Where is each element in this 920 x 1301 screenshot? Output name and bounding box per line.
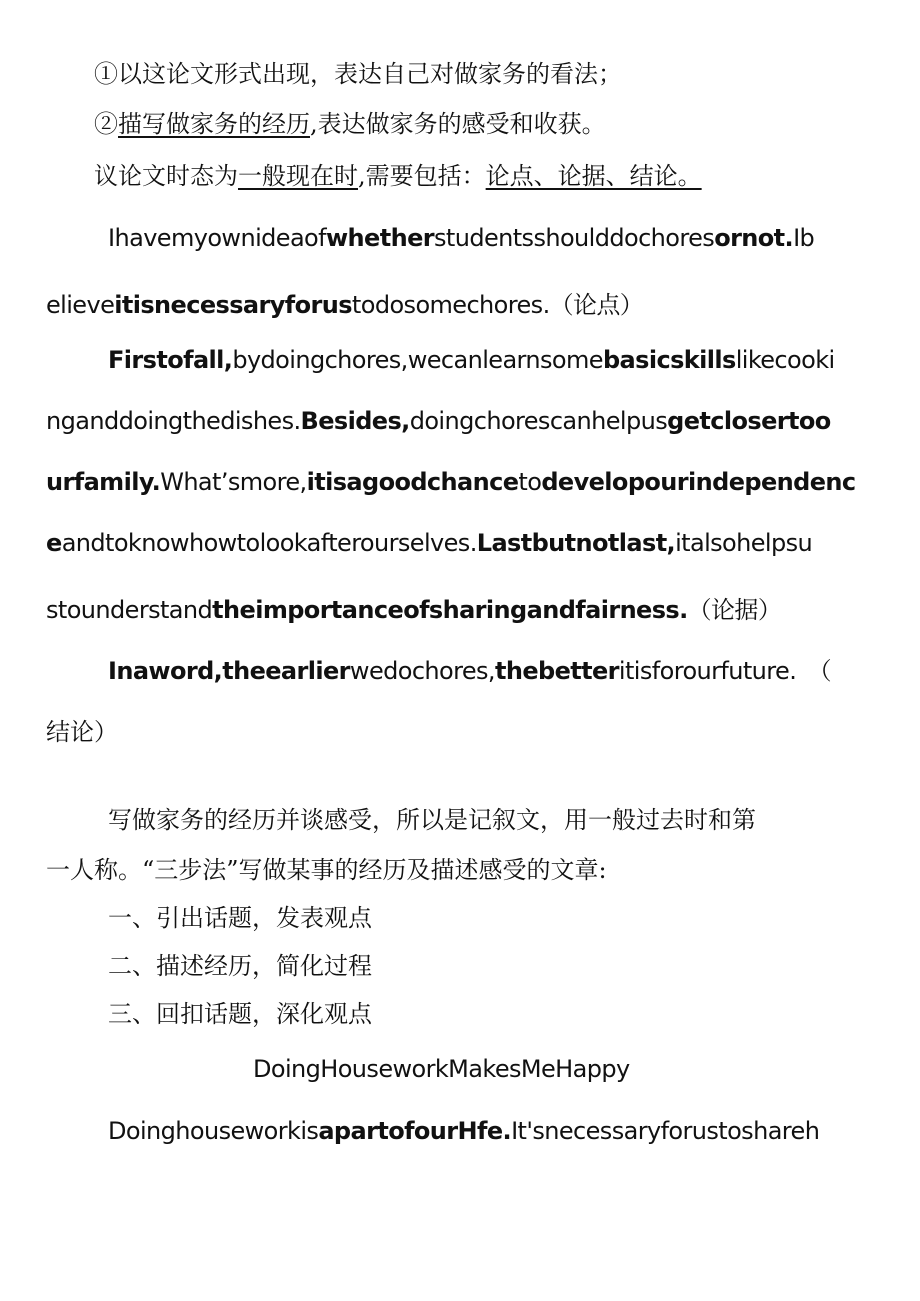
bold-run: Inaword,theearlier: [108, 657, 350, 685]
bold-run: thebetter: [494, 657, 619, 685]
bold-run: getclosertoo: [667, 407, 831, 435]
essay1-p1-line-2: [46, 285, 643, 320]
intro-line-2-underlined: 描写做家务的经历: [118, 110, 310, 138]
essay1-p2-line-3: [46, 468, 856, 496]
bold-run: Besides,: [300, 407, 410, 435]
guide-line-2: 一人称。“三步法”写做某事的经历及描述感受的文章:: [46, 856, 607, 884]
bold-run: e: [46, 529, 62, 557]
intro-line-3-underlined-1: 一般现在时: [238, 162, 358, 190]
text-run: Ib: [793, 224, 815, 252]
text-run: 结论）: [46, 718, 118, 746]
text-run: nganddoingthedishes.: [46, 407, 301, 435]
essay2-title: DoingHouseworkMakesMeHappy: [253, 1055, 630, 1083]
intro-line-3: [94, 156, 702, 191]
essay1-p2-line-4: [46, 529, 812, 557]
text-run: What’smore,: [160, 468, 307, 496]
text-run: It'snecessaryforustoshareh: [511, 1117, 820, 1145]
guide-line-1: 写做家务的经历并谈感受，所以是记叙文，用一般过去时和第: [108, 806, 756, 834]
essay1-p3-line-1: [108, 651, 831, 686]
bold-run: urfamily.: [46, 468, 161, 496]
essay1-p2-line-5: [46, 590, 781, 625]
intro-line-1: ①以这论文形式出现，表达自己对做家务的看法；: [94, 60, 622, 88]
bold-run: ornot.: [714, 224, 794, 252]
intro-line-3-underlined-2: 论点、论据、结论。: [485, 162, 702, 190]
essay1-p2-line-1: [108, 346, 835, 374]
guide-step-1: 一、引出话题，发表观点: [108, 904, 372, 932]
intro-line-3-b: ,需要包括：: [358, 162, 486, 190]
text-run: Ihavemyownideaof: [108, 224, 326, 252]
bold-run: theimportanceofsharingandfairness.: [212, 596, 688, 624]
text-run: stounderstand: [46, 596, 213, 624]
text-run: doingchorescanhelpus: [409, 407, 668, 435]
bold-run: itisagoodchance: [306, 468, 519, 496]
bold-run: basicskills: [602, 346, 736, 374]
text-run: likecooki: [735, 346, 835, 374]
bold-run: whether: [325, 224, 434, 252]
text-run: todosomechores.（论点）: [351, 291, 644, 319]
text-run: （论据）: [687, 596, 782, 624]
bold-run: developourindependenc: [541, 468, 856, 496]
intro-line-2-rest: ,表达做家务的感受和收获。: [310, 110, 606, 138]
text-run: studentsshoulddochores: [434, 224, 715, 252]
text-run: to: [518, 468, 542, 496]
intro-line-2-mark: ②: [94, 110, 118, 138]
text-run: itisforourfuture. （: [618, 657, 832, 685]
guide-step-2: 二、描述经历，简化过程: [108, 952, 372, 980]
essay1-p3-line-2: [46, 712, 118, 747]
text-run: wedochores,: [349, 657, 495, 685]
guide-step-3: 三、回扣话题，深化观点: [108, 1000, 372, 1028]
essay2-p1-line-1: [108, 1117, 819, 1145]
essay1-p2-line-2: [46, 407, 831, 435]
bold-run: itisnecessaryforus: [114, 291, 352, 319]
text-run: Doinghouseworkis: [108, 1117, 319, 1145]
bold-run: apartofourHfe.: [318, 1117, 512, 1145]
text-run: elieve: [46, 291, 115, 319]
intro-line-3-a: 议论文时态为: [94, 162, 238, 190]
text-run: italsohelpsu: [675, 529, 813, 557]
intro-line-2: [94, 104, 606, 139]
bold-run: Lastbutnotlast,: [476, 529, 676, 557]
text-run: bydoingchores,wecanlearnsome: [232, 346, 603, 374]
text-run: andtoknowhowtolookafterourselves.: [61, 529, 477, 557]
bold-run: Firstofall,: [108, 346, 233, 374]
essay1-p1-line-1: [108, 224, 814, 252]
